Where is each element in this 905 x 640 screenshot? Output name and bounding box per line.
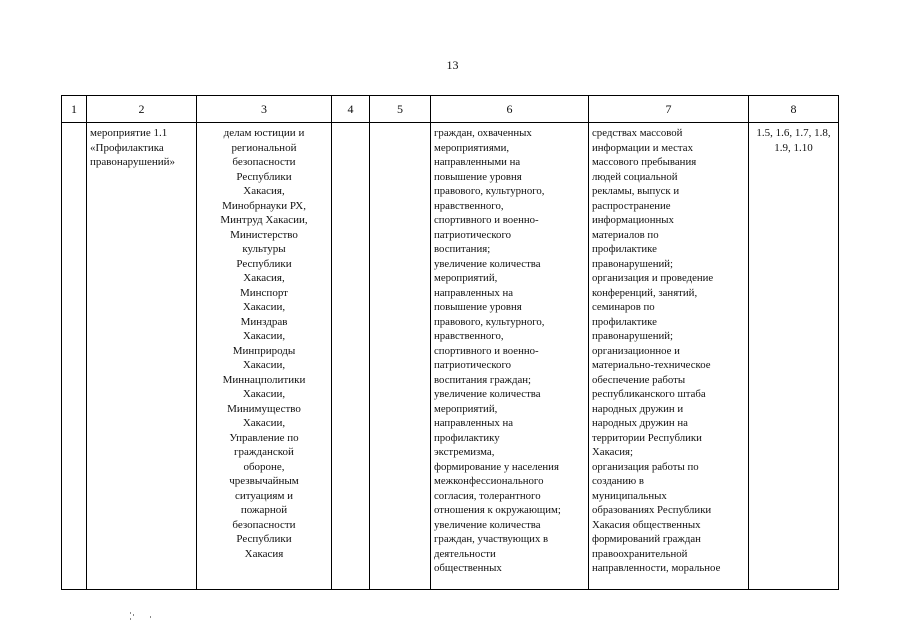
cell-text-line: рекламы, выпуск и bbox=[592, 185, 680, 197]
cell-responsible-bodies bbox=[197, 123, 332, 590]
program-table bbox=[61, 95, 839, 590]
cell-text-line: Хакасия общественных bbox=[592, 518, 701, 531]
cell-text-line: обеспечение работы bbox=[592, 373, 686, 386]
cell-text-line: спортивного и военно- bbox=[434, 344, 539, 357]
cell-text-line: мероприятий, bbox=[434, 402, 498, 415]
cell-text-line: муниципальных bbox=[592, 489, 667, 502]
cell-text-line: правового, культурного, bbox=[434, 315, 545, 328]
cell-text-line: Республики bbox=[236, 170, 292, 183]
cell-text-line: территории Республики bbox=[592, 431, 702, 444]
cell-col-4 bbox=[332, 123, 370, 590]
cell-text-line: повышение уровня bbox=[434, 301, 522, 313]
cell-text-line: правоохранительной bbox=[592, 547, 688, 560]
cell-text-line: повышение уровня bbox=[434, 170, 522, 183]
cell-text-line: профилактике bbox=[592, 315, 657, 328]
cell-text-line: 1.9, 1.10 bbox=[774, 141, 813, 154]
cell-text-line: согласия, толерантного bbox=[434, 489, 541, 502]
cell-text-line: граждан, охваченных bbox=[434, 127, 532, 139]
cell-text-line: отношения к окружающим; bbox=[434, 504, 561, 516]
cell-text-line: Хакасия, bbox=[243, 272, 285, 284]
page-number: 13 bbox=[446, 58, 459, 72]
header-col-2: 2 bbox=[87, 96, 197, 123]
cell-text-line: общественных bbox=[434, 562, 502, 574]
cell-text-line: массового пребывания bbox=[592, 156, 697, 168]
cell-text-line: чрезвычайным bbox=[229, 475, 299, 487]
cell-text-line: воспитания граждан; bbox=[434, 373, 532, 386]
cell-text-line: деятельности bbox=[434, 547, 496, 560]
cell-text-line: направленными на bbox=[434, 156, 521, 168]
cell-text-line: профилактике bbox=[592, 243, 657, 255]
cell-text-line: нравственного, bbox=[434, 330, 504, 342]
cell-text-line: конференций, занятий, bbox=[592, 286, 698, 299]
cell-text-line: Республики bbox=[236, 533, 292, 545]
cell-text-line: распространение bbox=[592, 199, 671, 212]
header-col-6: 6 bbox=[431, 96, 589, 123]
cell-text-line: региональной bbox=[231, 141, 297, 154]
cell-text-line: правонарушений; bbox=[592, 257, 674, 270]
cell-text-line: направленных на bbox=[434, 417, 514, 429]
cell-text-line: безопасности bbox=[232, 156, 296, 168]
cell-text-line: Минобрнауки РХ, bbox=[222, 199, 306, 212]
cell-col-1 bbox=[62, 123, 87, 590]
cell-text-line: безопасности bbox=[232, 518, 296, 531]
header-col-3: 3 bbox=[197, 96, 332, 123]
cell-text-line: патриотического bbox=[434, 359, 512, 371]
cell-text-line: Хакасии, bbox=[242, 417, 286, 429]
cell-text-line: правонарушений; bbox=[592, 330, 674, 342]
cell-text-line: информации и местах bbox=[592, 141, 693, 154]
cell-text-line: воспитания; bbox=[434, 243, 491, 255]
cell-text-line: созданию в bbox=[592, 475, 644, 487]
cell-activities bbox=[589, 123, 749, 590]
header-col-8: 8 bbox=[749, 96, 839, 123]
cell-text-line: Министерство bbox=[230, 228, 298, 241]
cell-text-line: правонарушений» bbox=[90, 156, 176, 168]
cell-text-line: Хакасии, bbox=[242, 388, 286, 400]
cell-text-line: Хакасия, bbox=[243, 185, 285, 197]
header-col-5: 5 bbox=[370, 96, 431, 123]
cell-text-line: Минприроды bbox=[232, 344, 296, 357]
cell-text-line: направленности, моральное bbox=[592, 562, 721, 574]
cell-text-line: материалов по bbox=[592, 228, 659, 241]
cell-indicator-links bbox=[749, 123, 839, 590]
cell-text-line: Минтруд Хакасии, bbox=[220, 214, 308, 226]
table-row bbox=[62, 123, 839, 590]
cell-text-line: нравственного, bbox=[434, 199, 504, 212]
cell-text-line: материально-техническое bbox=[592, 359, 711, 371]
cell-text-line: народных дружин на bbox=[592, 417, 688, 429]
cell-text-line: формирование у населения bbox=[434, 460, 559, 473]
cell-event-name bbox=[87, 123, 197, 590]
cell-text-line: увеличение количества bbox=[434, 257, 541, 270]
cell-text-line: организационное и bbox=[592, 344, 680, 357]
scan-specks bbox=[128, 610, 158, 624]
cell-text-line: мероприятий, bbox=[434, 272, 498, 284]
cell-text-line: пожарной bbox=[240, 504, 288, 516]
cell-text-line: увеличение количества bbox=[434, 518, 541, 531]
cell-text-line: образованиях Республики bbox=[592, 504, 712, 516]
cell-text-line: мероприятиями, bbox=[434, 141, 510, 154]
cell-text-line: народных дружин и bbox=[592, 402, 684, 415]
cell-text-line: людей социальной bbox=[592, 170, 678, 183]
cell-text-line: информационных bbox=[592, 214, 674, 226]
cell-text-line: обороне, bbox=[243, 460, 285, 473]
cell-text-line: Хакасия bbox=[244, 547, 284, 560]
cell-col-5 bbox=[370, 123, 431, 590]
cell-text-line: патриотического bbox=[434, 228, 512, 241]
cell-text-line: «Профилактика bbox=[90, 141, 164, 154]
cell-text-line: экстремизма, bbox=[434, 446, 495, 458]
cell-text-line: семинаров по bbox=[592, 301, 655, 313]
cell-text-line: межконфессионального bbox=[434, 475, 544, 487]
cell-text-line: направленных на bbox=[434, 286, 514, 299]
header-col-7: 7 bbox=[589, 96, 749, 123]
cell-text-line: увеличение количества bbox=[434, 388, 541, 400]
cell-text-line: Хакасия; bbox=[592, 446, 633, 458]
cell-text-line: мероприятие 1.1 bbox=[90, 127, 168, 139]
cell-text-line: Хакасии, bbox=[242, 359, 286, 371]
cell-text-line: граждан, участвующих в bbox=[434, 533, 549, 545]
cell-text-line: Минимущество bbox=[227, 402, 301, 415]
cell-text-line: Хакасии, bbox=[242, 330, 286, 342]
cell-text-line: Республики bbox=[236, 257, 292, 270]
cell-text-line: профилактику bbox=[434, 431, 500, 444]
header-row bbox=[62, 96, 839, 123]
cell-text-line: ситуациям и bbox=[234, 489, 294, 502]
cell-text-line: правового, культурного, bbox=[434, 185, 545, 197]
cell-text-line: организация и проведение bbox=[592, 272, 714, 284]
cell-text-line: Миннацполитики bbox=[222, 373, 306, 386]
cell-text-line: средствах массовой bbox=[592, 127, 683, 139]
cell-text-line: гражданской bbox=[234, 446, 294, 458]
cell-text-line: культуры bbox=[242, 243, 286, 255]
cell-text-line: Минздрав bbox=[240, 315, 288, 328]
cell-text-line: делам юстиции и bbox=[223, 127, 305, 139]
header-col-1: 1 bbox=[62, 96, 87, 123]
cell-expected-results bbox=[431, 123, 589, 590]
cell-text-line: Минспорт bbox=[240, 286, 288, 299]
cell-text-line: республиканского штаба bbox=[592, 388, 706, 400]
cell-text-line: формирований граждан bbox=[592, 533, 701, 545]
cell-text-line: Управление по bbox=[229, 431, 299, 444]
cell-text-line: 1.5, 1.6, 1.7, 1.8, bbox=[756, 127, 831, 139]
cell-text-line: организация работы по bbox=[592, 460, 699, 473]
cell-text-line: Хакасии, bbox=[242, 301, 286, 313]
cell-text-line: спортивного и военно- bbox=[434, 214, 539, 226]
header-col-4: 4 bbox=[332, 96, 370, 123]
